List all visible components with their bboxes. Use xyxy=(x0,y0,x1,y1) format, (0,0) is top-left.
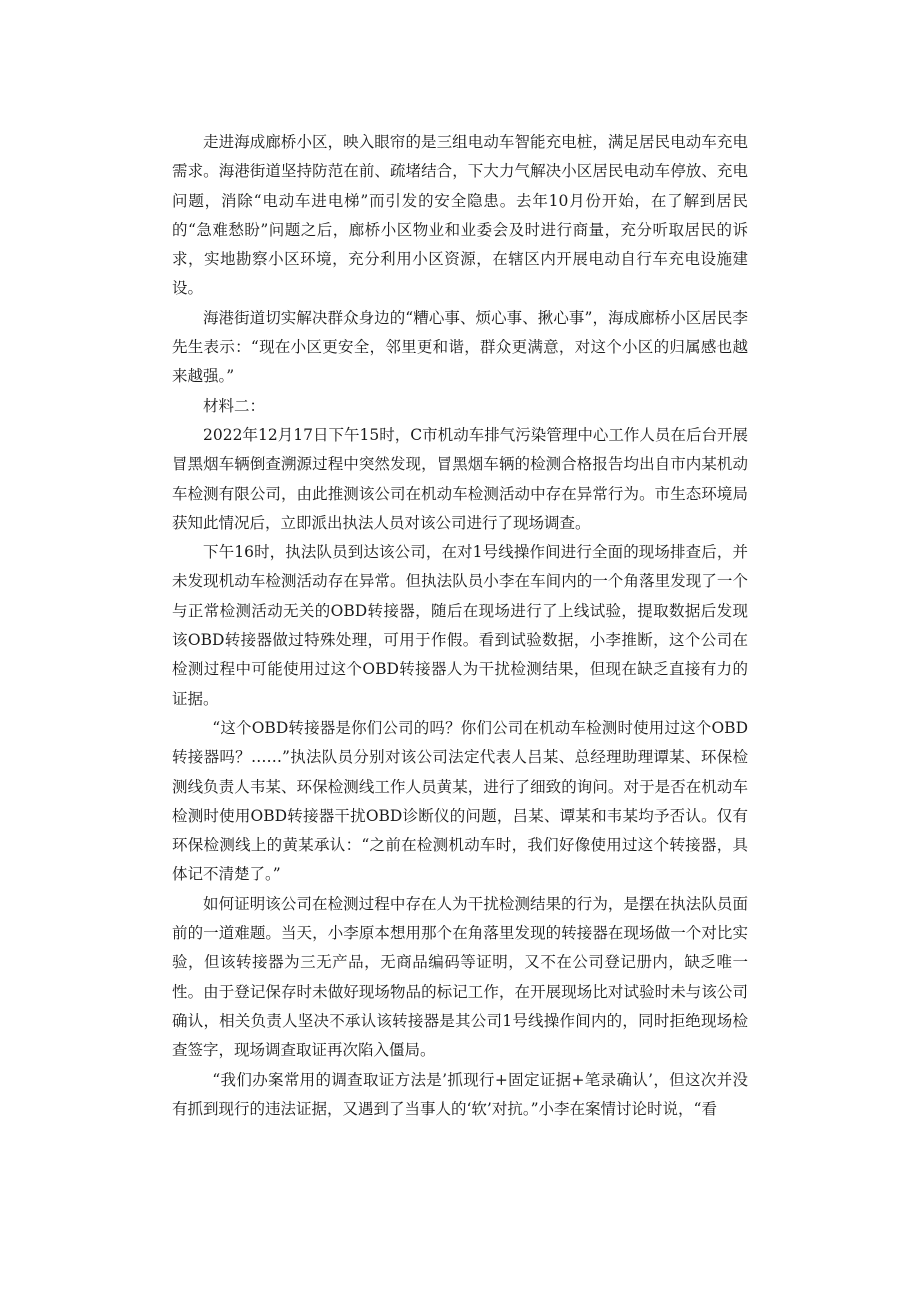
paragraph-site-inspection: 下午16时，执法队员到达该公司，在对1号线操作间进行全面的现场排查后，并未发现机动车检测活动存在异常。但执法队员小李在车间内的一个角落里发现了一个与正常检测活动无关的OBD转接器，随后在现场进行了上线试验，提取数据后发现该OBD转接器做过特殊处理，可用于作假。看到试验数据，小李推断，这个公司在检测过程中可能使用过这个OBD转接器人为干扰检测结果，但现在缺乏直接有力的证据。 xyxy=(172,543,748,708)
paragraph-resident-quote: 海港街道切实解决群众身边的“糟心事、烦心事、揪心事”，海成廊桥小区居民李先生表示：“现在小区更安全，邻里更和谐，群众更满意，对这个小区的归属感也越来越强。” xyxy=(172,308,748,386)
material-two-heading: 材料二： xyxy=(203,396,266,415)
paragraph-case-discussion: “我们办案常用的调查取证方法是’抓现行+固定证据+笔录确认’，但这次并没有抓到现行的违法证据，又遇到了当事人的‘软’对抗。”小李在案情讨论时说，“看 xyxy=(172,1070,748,1118)
document-page xyxy=(172,128,748,1124)
paragraph-inquiry: “这个OBD转接器是你们公司的吗？你们公司在机动车检测时使用过这个OBD转接器吗？……”执法队员分别对该公司法定代表人吕某、总经理助理谭某、环保检测线负责人韦某、环保检测线工作人员黄某，进行了细致的询问。对于是否在机动车检测时使用OBD转接器干扰OBD诊断仪的问题，吕某、谭某和韦某均予否认。仅有环保检测线上的黄某承认：“之前在检测机动车时，我们好像使用过这个转接器，具体记不清楚了。” xyxy=(172,718,748,884)
paragraph-discovery: 2022年12月17日下午15时，C市机动车排气污染管理中心工作人员在后台开展冒黑烟车辆倒查溯源过程中突然发现，冒黑烟车辆的检测合格报告均出自市内某机动车检测有限公司，由此推测该公司在机动车检测活动中存在异常行为。市生态环境局获知此情况后，立即派出执法人员对该公司进行了现场调查。 xyxy=(172,425,748,532)
paragraph-charging-station: 走进海成廊桥小区，映入眼帘的是三组电动车智能充电桩，满足居民电动车充电需求。海港街道坚持防范在前、疏堵结合，下大力气解决小区居民电动车停放、充电问题，消除“电动车进电梯”而引发的安全隐患。去年10月份开始，在了解到居民的“急难愁盼”问题之后，廊桥小区物业和业委会及时进行商量，充分听取居民的诉求，实地勘察小区环境，充分利用小区资源，在辖区内开展电动自行车充电设施建设。 xyxy=(172,133,748,298)
paragraph-evidence-difficulty: 如何证明该公司在检测过程中存在人为干扰检测结果的行为，是摆在执法队员面前的一道难题。当天，小李原本想用那个在角落里发现的转接器在现场做一个对比实验，但该转接器为三无产品，无商品编码等证明，又不在公司登记册内，缺乏唯一性。由于登记保存时未做好现场物品的标记工作，在开展现场比对试验时未与该公司确认，相关负责人坚决不承认该转接器是其公司1号线操作间内的，同时拒绝现场检查签字，现场调查取证再次陷入僵局。 xyxy=(172,894,748,1060)
